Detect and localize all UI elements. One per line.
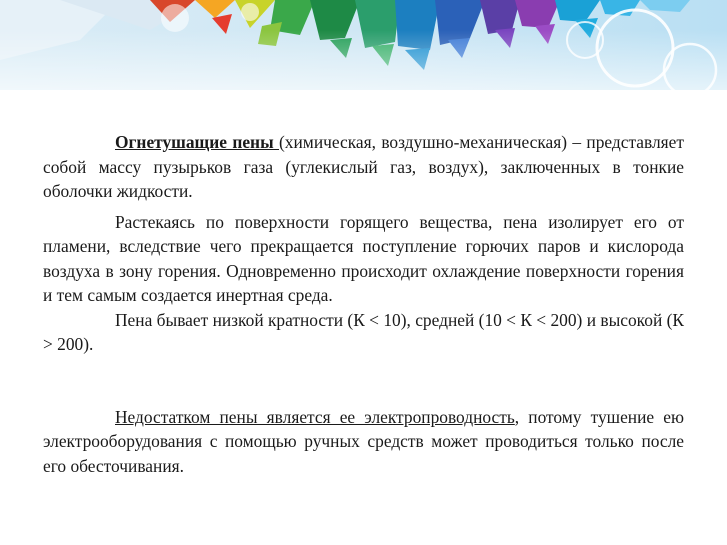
paragraph-foam-definition [43,130,684,204]
foam-definition-text: (химическая, воздушно-механическая) – представляет собой массу пузырьков газа (углекислый газ, воздух), заключенных в тонкие оболочки жидкости. [43,132,684,201]
paragraph-foam-action: Растекаясь по поверхности горящего вещества, пена изолирует его от пламени, вследствие чего прекращается поступление горючих паров и кислорода воздуха в зону горения. Одновременно происходит охлаждение поверхности горения и тем самым создается инертная среда. [43,211,684,305]
paragraph-foam-drawback [43,405,684,479]
paragraph-foam-expansion: Пена бывает низкой кратности (К < 10), средней (10 < К < 200) и высокой (К > 200). [43,309,684,354]
decorative-header-banner [0,0,727,125]
foam-drawback-text: , потому тушение ею электрооборудования с помощью ручных средств может проводиться только после его обесточивания. [43,406,684,476]
term-foam-drawback: Недостатком пены является ее электропроводность [115,406,515,427]
term-fire-extinguishing-foams: Огнетушащие пены [115,132,280,152]
slide-text [43,130,684,478]
